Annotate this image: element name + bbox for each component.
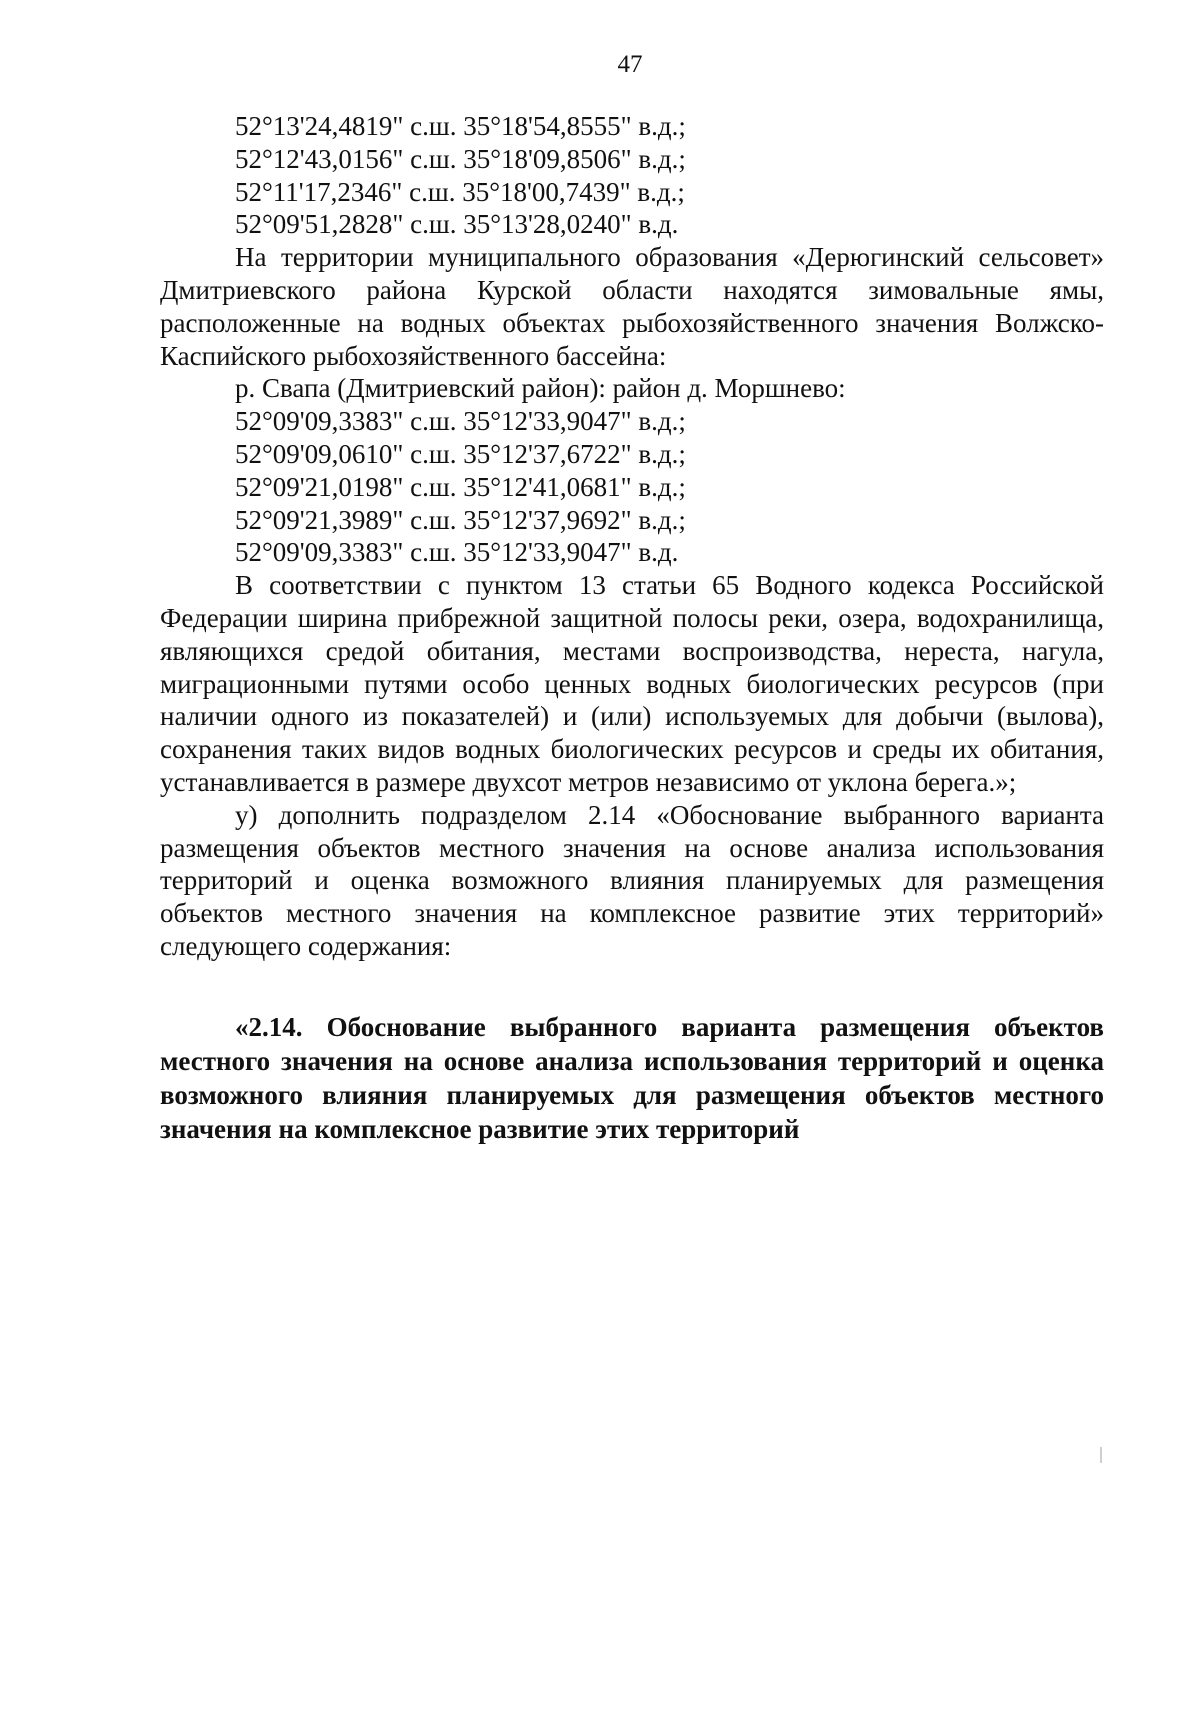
page-content (160, 110, 1104, 1146)
coordinate-line: 52°09'21,0198" с.ш. 35°12'41,0681" в.д.; (235, 471, 686, 502)
page-number: 47 (617, 51, 643, 78)
scan-artifact (1100, 1447, 1102, 1463)
coordinate-line: 52°11'17,2346" с.ш. 35°18'00,7439" в.д.; (235, 176, 685, 207)
coordinate-line: 52°09'09,3383" с.ш. 35°12'33,9047" в.д. (235, 537, 679, 568)
paragraph-amendment: у) дополнить подразделом 2.14 «Обоснование выбранного варианта размещения объектов местного значения на основе анализа использования территорий и оценка возможного влияния планируемых для размещения объектов местного значения на комплексное развитие этих территорий» следующего содержания: (160, 799, 1104, 961)
paragraph-water-code: В соответствии с пунктом 13 статьи 65 Водного кодекса Российской Федерации ширина прибрежной защитной полосы реки, озера, водохранилища, являющихся средой обитания, местами воспроизводства, нереста, нагула, миграционными путями особо ценных водных биологических ресурсов (при наличии одного из показателей) и (или) используемых для добычи (вылова), сохранения таких видов водных биологических ресурсов и среды их обитания, устанавливается в размере двухсот метров независимо от уклона берега.»; (160, 570, 1104, 797)
river-line: р. Свапа (Дмитриевский район): район д. Моршнево: (235, 373, 846, 404)
coordinate-line: 52°09'09,3383" с.ш. 35°12'33,9047" в.д.; (235, 406, 686, 437)
paragraph-territory: На территории муниципального образования «Дерюгинский сельсовет» Дмитриевского района Курской области находятся зимовальные ямы, расположенные на водных объектах рыбохозяйственного значения Волжско-Каспийского рыбохозяйственного бассейна: (160, 242, 1104, 371)
coordinate-line: 52°09'09,0610" с.ш. 35°12'37,6722" в.д.; (235, 438, 686, 469)
coordinate-line: 52°13'24,4819" с.ш. 35°18'54,8555" в.д.; (235, 111, 686, 141)
coordinate-line: 52°09'51,2828" с.ш. 35°13'28,0240" в.д. (235, 209, 679, 240)
coordinates-list-2 (160, 405, 1104, 569)
coordinate-line: 52°12'43,0156" с.ш. 35°18'09,8506" в.д.; (235, 143, 686, 174)
section-heading: «2.14. Обоснование выбранного варианта размещения объектов местного значения на основе анализа использования территорий и оценка возможного влияния планируемых для размещения объектов местного значения на комплексное развитие этих территорий (160, 1011, 1104, 1144)
coordinates-list-1 (160, 110, 1104, 241)
coordinate-line: 52°09'21,3989" с.ш. 35°12'37,9692" в.д.; (235, 504, 686, 535)
